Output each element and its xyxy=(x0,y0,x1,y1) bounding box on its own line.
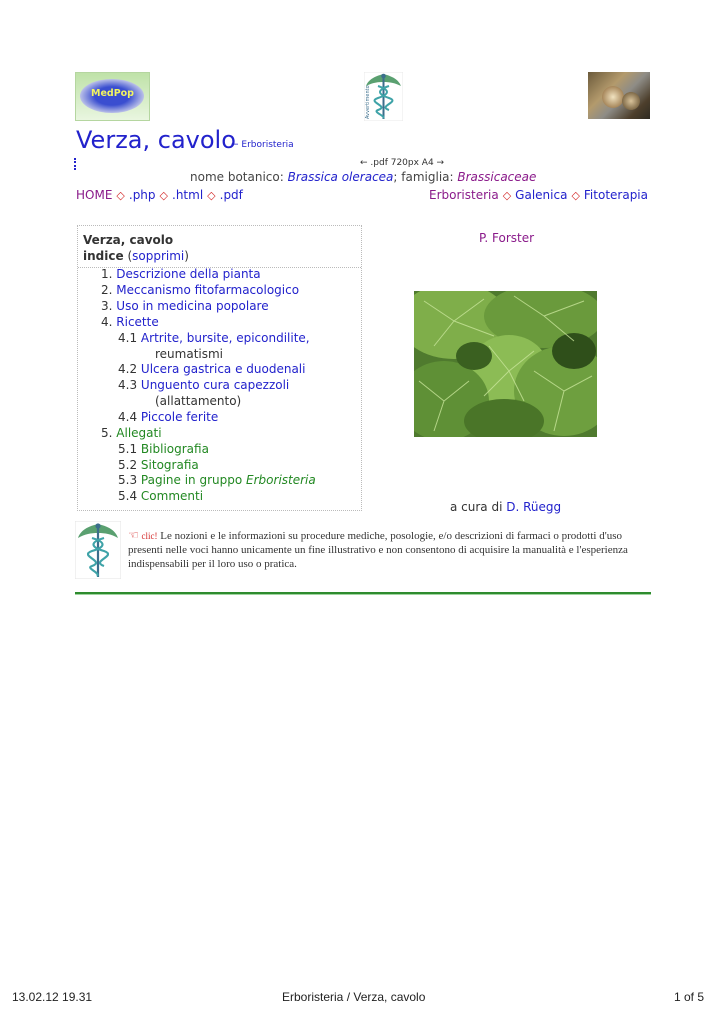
toc-item-4-1-cont[interactable]: reumatismi xyxy=(155,347,224,361)
toc-item-2[interactable] xyxy=(101,283,299,297)
pdf-format-line[interactable]: ← .pdf 720px A4 → xyxy=(360,158,445,168)
species-name: Brassica oleracea xyxy=(287,170,394,184)
curator-line xyxy=(450,500,561,514)
toc-title: Verza, cavolo xyxy=(83,233,174,247)
green-divider xyxy=(75,592,651,595)
toc-item-4-1[interactable] xyxy=(118,331,310,345)
nav-galenica-link[interactable]: Galenica xyxy=(515,188,568,202)
toc-link[interactable]: Bibliografia xyxy=(140,442,209,456)
toc-link[interactable]: Piccole ferite xyxy=(140,410,219,424)
toc-num: 4.4 xyxy=(118,410,138,424)
toc-item-5-3[interactable] xyxy=(118,473,316,487)
toc-num: 4.2 xyxy=(118,362,138,376)
toc-toggle-link[interactable]: sopprimi xyxy=(132,249,185,263)
medpop-logo[interactable] xyxy=(75,72,150,121)
cabbage-photo xyxy=(414,291,597,437)
toc-item-4[interactable] xyxy=(101,315,159,329)
toc-item-5-2[interactable] xyxy=(118,458,199,472)
footer-date: 13.02.12 19.31 xyxy=(12,990,93,1004)
toc-paren-close: ) xyxy=(184,249,189,263)
toc-item-4-4[interactable] xyxy=(118,410,218,424)
toc-item-4-3[interactable] xyxy=(118,378,289,392)
caduceus-icon[interactable] xyxy=(364,72,403,121)
toc-num: 4. xyxy=(101,315,113,329)
footer-title: Erboristeria / Verza, cavolo xyxy=(282,990,426,1004)
separator-diamond: ◇ xyxy=(571,189,580,202)
page-title: Verza, cavolo xyxy=(76,126,236,154)
curator-name-link[interactable]: D. Rüegg xyxy=(506,500,562,514)
toc-link[interactable]: Ulcera gastrica e duodenali xyxy=(140,362,306,376)
nav-fitoterapia-link[interactable]: Fitoterapia xyxy=(583,188,648,202)
toc-link[interactable]: Artrite, bursite, epicondilite, xyxy=(140,331,310,345)
photo-credit[interactable]: P. Forster xyxy=(479,231,535,245)
toc-item-5-1[interactable] xyxy=(118,442,209,456)
toc-label: indice xyxy=(83,249,124,263)
toc-item-4-2[interactable] xyxy=(118,362,305,376)
toc-item-4-3-cont[interactable]: (allattamento) xyxy=(155,394,242,408)
nav-pdf-link[interactable]: .pdf xyxy=(219,188,243,202)
table-of-contents xyxy=(77,225,362,511)
toc-num: 1. xyxy=(101,267,113,281)
disclaimer-body: Le nozioni e le informazioni su procedure mediche, posologie, e/o descrizioni di farmaci o prodotti d'uso presenti nelle voci hanno unicamente un fine illustrativo e non consentono di acquisire la manualità e l'esperienza indispensabili per il loro uso o pratica. xyxy=(128,530,628,570)
nav-html-link[interactable]: .html xyxy=(172,188,204,202)
toc-header xyxy=(78,226,361,268)
toc-num: 4.3 xyxy=(118,378,138,392)
toc-num: 5.1 xyxy=(118,442,138,456)
nav-formats xyxy=(76,188,243,202)
toc-link[interactable]: Uso in medicina popolare xyxy=(116,299,269,313)
separator-diamond: ◇ xyxy=(502,189,512,202)
toc-item-5[interactable] xyxy=(101,426,162,440)
clic-label[interactable]: clic! xyxy=(141,531,158,541)
toc-subtitle xyxy=(83,249,189,263)
toc-num: 5.4 xyxy=(118,489,138,503)
toc-link[interactable]: Ricette xyxy=(116,315,159,329)
curator-prefix: a cura di xyxy=(450,500,507,514)
toc-item-1[interactable] xyxy=(101,267,261,281)
family-name: Brassicaceae xyxy=(457,170,537,184)
toc-link[interactable]: Allegati xyxy=(116,426,162,440)
toc-num: 5.3 xyxy=(118,473,138,487)
toc-link[interactable]: Commenti xyxy=(140,489,204,503)
botanical-name-line xyxy=(190,170,536,184)
toc-link[interactable]: Sitografia xyxy=(140,458,199,472)
toc-num: 5. xyxy=(101,426,113,440)
botanical-mid: ; famiglia: xyxy=(393,170,458,184)
pointing-hand-icon[interactable]: ☜ xyxy=(128,528,139,542)
nav-php-link[interactable]: .php xyxy=(128,188,156,202)
toc-num: 5.2 xyxy=(118,458,138,472)
toc-item-5-4[interactable] xyxy=(118,489,203,503)
separator-diamond: ◇ xyxy=(116,189,125,202)
painting-thumbnail[interactable] xyxy=(588,72,650,119)
toc-item-3[interactable] xyxy=(101,299,269,313)
toc-paren-open: ( xyxy=(127,249,133,263)
disclaimer-text xyxy=(128,528,648,571)
svg-text:Avvertimento: Avvertimento xyxy=(365,85,371,119)
separator-diamond: ◇ xyxy=(159,189,168,202)
toc-num: 2. xyxy=(101,283,113,297)
toc-link[interactable]: Meccanismo fitofarmacologico xyxy=(116,283,300,297)
dotted-marker xyxy=(74,158,76,170)
toc-link-italic[interactable]: Erboristeria xyxy=(246,473,316,487)
botanical-prefix: nome botanico: xyxy=(190,170,288,184)
footer-page: 1 of 5 xyxy=(674,990,705,1004)
toc-link[interactable]: Unguento cura capezzoli xyxy=(140,378,290,392)
toc-num: 4.1 xyxy=(118,331,138,345)
toc-num: 3. xyxy=(101,299,113,313)
toc-link[interactable]: Pagine in gruppo xyxy=(140,473,247,487)
separator-diamond: ◇ xyxy=(207,189,216,202)
back-link-erboristeria[interactable]: ← Erboristeria xyxy=(231,140,294,150)
nav-home-link[interactable]: HOME xyxy=(76,188,113,202)
nav-sections xyxy=(429,188,648,202)
nav-erboristeria-link[interactable]: Erboristeria xyxy=(429,188,499,202)
warning-caduceus-icon[interactable] xyxy=(75,521,121,579)
toc-link[interactable]: Descrizione della pianta xyxy=(116,267,261,281)
medpop-logo-text: MedPop xyxy=(91,88,134,99)
